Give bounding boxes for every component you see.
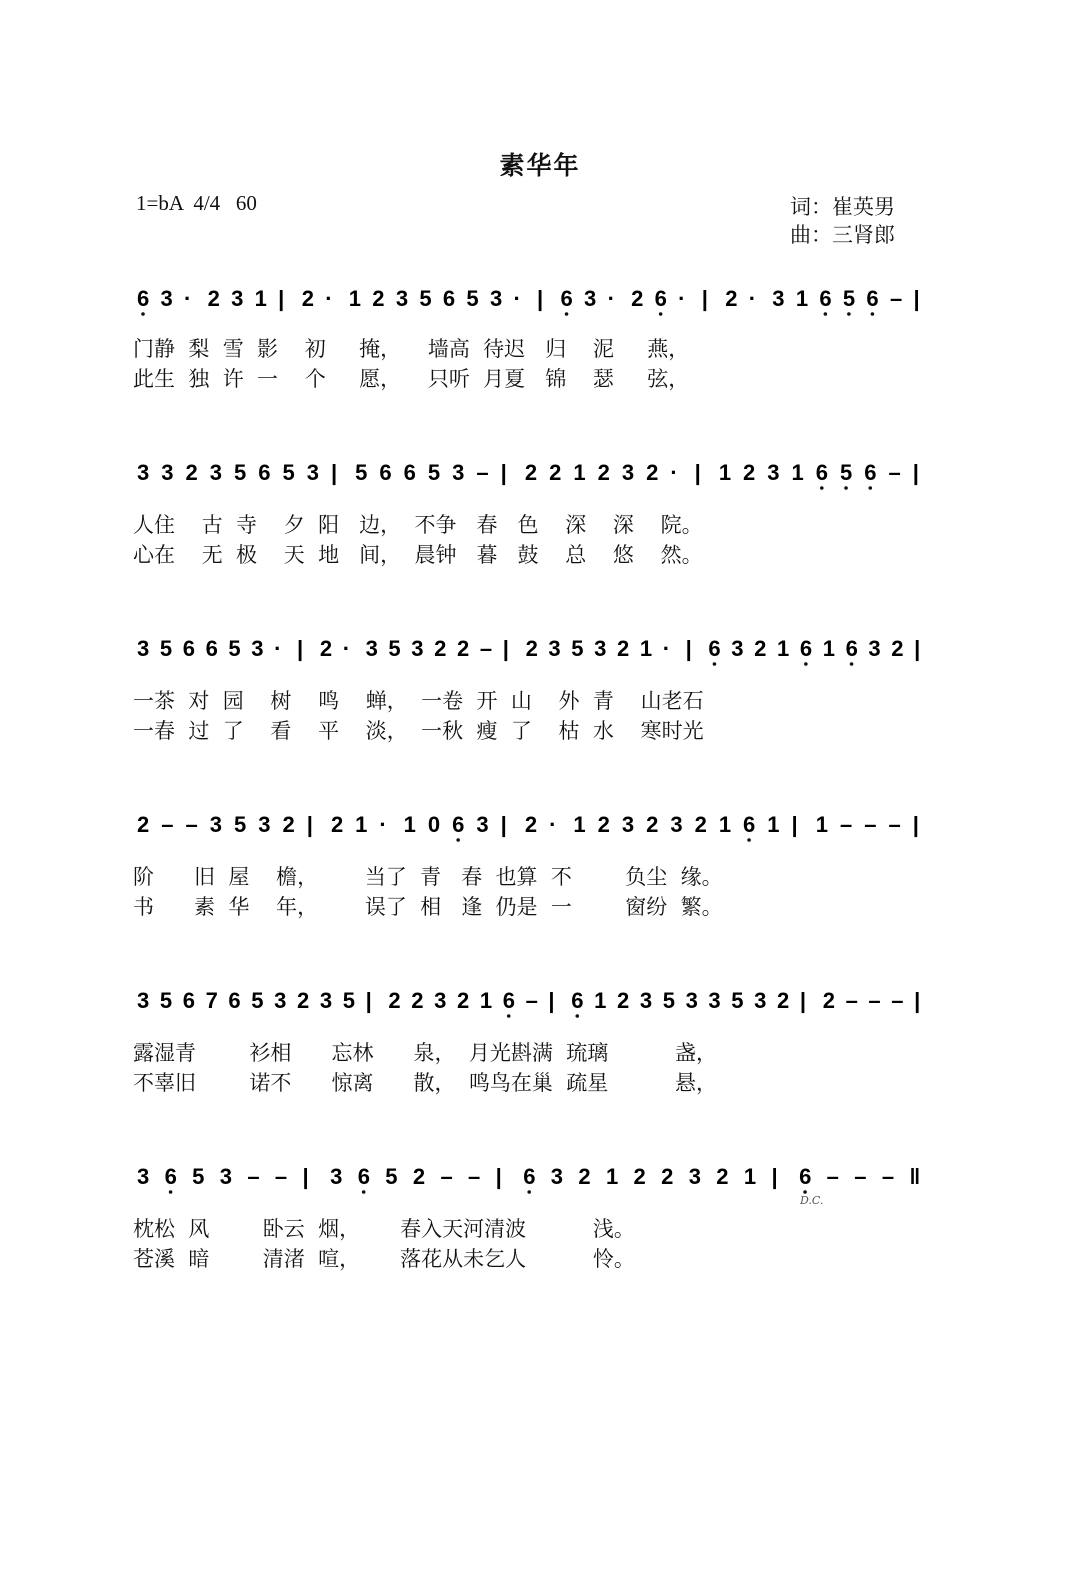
note: 3 [621,460,635,485]
barline: | [278,286,285,311]
note: 6 [815,460,829,485]
note: 6 [864,460,877,485]
note: 2 [372,286,385,311]
low-octave-dot [169,1190,173,1194]
note: 6 [137,286,150,311]
note: 2 [457,636,470,661]
note: 5 [662,988,675,1013]
note: 2 [578,1164,591,1189]
note: 1 [594,988,607,1013]
note: 0 [427,812,441,837]
note: 3 [767,460,780,485]
note: 2 [434,636,447,661]
lyric-line-1: 一茶 对 园 树 鸣 蝉， 一卷 开 山 外 青 山老石 [133,689,704,713]
note: 5 [731,988,744,1013]
note: 2 [633,1164,646,1189]
lyricist-credit: 词：崔英男 [790,195,895,219]
note: – [840,812,853,837]
note: · [607,286,615,311]
low-octave-dot [713,662,717,666]
note: 2 [207,286,220,311]
note: 6 [164,1164,177,1189]
note: 6 [403,460,416,485]
note: 5 [192,1164,205,1189]
note: 3 [489,286,503,311]
low-octave-dot [824,312,828,316]
note: – [864,812,877,837]
note: 2 [725,286,738,311]
composer-credit: 曲：三肾郎 [790,223,895,247]
note: 3 [319,988,333,1013]
key-tempo: 1=bA 4/4 60 [136,191,257,215]
barline: | [913,286,920,311]
note: · [342,636,351,661]
note: 6 [523,1164,536,1189]
note: 5 [840,460,853,485]
note: 1 [573,460,586,485]
barline: | [701,286,708,311]
note: 1 [355,812,368,837]
notation-row [133,804,933,844]
note: 2 [822,988,835,1013]
note: 3 [594,636,607,661]
note: 3 [395,286,409,311]
note: 3 [621,812,635,837]
lyric-line-2: 一春 过 了 看 平 淡， 一秋 瘦 了 枯 水 寒时光 [133,719,704,743]
note: 2 [137,812,150,837]
note: 1 [348,286,362,311]
lyric-line-2: 此生 独 许 一 个 愿， 只听 月夏 锦 瑟 弦， [133,367,690,391]
note: 5 [342,988,355,1013]
note: 5 [427,460,441,485]
notation-row [133,980,933,1020]
note: 3 [137,988,150,1013]
lyric-line-1: 人住 古 寺 夕 阳 边， 不争 春 色 深 深 院。 [133,513,703,537]
note: 6 [182,988,195,1013]
note: – [525,988,538,1013]
note: 2 [777,988,790,1013]
low-octave-dot [507,1014,511,1018]
barline: ‖ [909,1164,921,1189]
note: 3 [639,988,653,1013]
note: 3 [688,1164,701,1189]
low-octave-dot [747,838,751,842]
note: – [476,460,489,485]
barline: | [500,812,507,837]
note: 1 [777,636,790,661]
note: 3 [452,460,465,485]
note: 3 [754,988,767,1013]
note: 3 [685,988,698,1013]
note: 3 [548,636,561,661]
note: – [185,812,198,837]
low-octave-dot [820,486,824,490]
barline: | [914,988,921,1013]
notation-svg [133,1156,933,1196]
lyric-line-2: 书 素 华 年， 误了 相 逢 仍是 一 窗纷 繁。 [133,895,723,919]
note: 6 [845,636,858,661]
note: 2 [411,988,424,1013]
barline: | [771,1164,778,1189]
note: · [513,286,521,311]
note: 2 [597,812,610,837]
note: – [247,1164,260,1189]
note: – [274,1164,288,1189]
lyric-line-1: 门静 梨 雪 影 初 掩， 墙高 待迟 归 泥 燕， [133,337,690,361]
note: – [826,1164,839,1189]
note: 2 [694,812,707,837]
note: – [854,1164,867,1189]
note: 6 [799,636,813,661]
lyric-line-2: 苍溪 暗 清渚 喧， 落花从未乞人 怜。 [133,1247,635,1271]
barline: | [685,636,692,661]
note: 2 [661,1164,674,1189]
low-octave-dot [847,312,851,316]
note: 2 [617,636,630,661]
barline: | [694,460,701,485]
note: 6 [357,1164,370,1189]
note: · [670,460,678,485]
note: 6 [560,286,573,311]
note: 5 [159,988,173,1013]
notation-svg [133,804,933,844]
note: · [325,286,333,311]
note: 5 [571,636,584,661]
note: 3 [231,286,244,311]
barline: | [495,1164,502,1189]
note: 3 [731,636,744,661]
note: 2 [457,988,470,1013]
note: · [678,286,686,311]
note: 2 [631,286,644,311]
note: 2 [319,636,333,661]
note: 5 [842,286,856,311]
note: 3 [274,988,287,1013]
note: · [662,636,671,661]
note: – [891,988,904,1013]
note: 3 [868,636,881,661]
note: 3 [137,460,150,485]
note: 1 [718,460,732,485]
note: 3 [137,636,150,661]
low-octave-dot [141,312,145,316]
note: 2 [549,460,562,485]
note: 2 [282,812,295,837]
note: 1 [718,812,732,837]
note: 5 [282,460,295,485]
note: 2 [646,812,659,837]
low-octave-dot [844,486,848,490]
note: 5 [385,1164,398,1189]
note: 6 [654,286,667,311]
note: 6 [379,460,392,485]
low-octave-dot [850,662,854,666]
note: 6 [205,636,218,661]
note: 5 [251,988,264,1013]
song-title: 素华年 [499,151,581,180]
note: 3 [434,988,447,1013]
barline: | [500,460,507,485]
note: 6 [182,636,195,661]
note: – [888,460,901,485]
note: 3 [476,812,489,837]
barline: | [306,812,313,837]
note: 3 [161,460,174,485]
notation-row [133,278,933,318]
lyric-line-2: 心在 无 极 天 地 间， 晨钟 暮 鼓 总 悠 然。 [133,543,703,567]
dc-mark: D.C. [800,1194,824,1207]
note: 2 [617,988,630,1013]
note: 1 [254,286,267,311]
note: 2 [597,460,610,485]
note: · [748,286,757,311]
note: 6 [228,988,241,1013]
note: – [440,1164,453,1189]
note: – [161,812,174,837]
note: 6 [571,988,584,1013]
note: 3 [365,636,378,661]
notation-svg [133,980,933,1020]
barline: | [302,1164,309,1189]
low-octave-dot [868,486,872,490]
barline: | [365,988,372,1013]
note: 1 [822,636,835,661]
notation-svg [133,628,933,668]
note: 6 [708,636,721,661]
low-octave-dot [659,312,663,316]
note: 3 [772,286,785,311]
note: 5 [159,636,173,661]
note: 3 [160,286,173,311]
low-octave-dot [456,838,460,842]
note: 6 [866,286,879,311]
note: – [479,636,493,661]
low-octave-dot [527,1190,531,1194]
notation-row [133,628,933,668]
note: 6 [258,460,271,485]
note: 6 [452,812,465,837]
note: 1 [479,988,493,1013]
barline: | [791,812,798,837]
lyric-line-1: 露湿青 衫相 忘林 泉， 月光斟满 琉璃 盏， [133,1041,717,1065]
note: 2 [185,460,198,485]
barline: | [799,988,807,1013]
note: 1 [795,286,809,311]
barline: | [912,812,919,837]
barline: | [548,988,555,1013]
note: · [549,812,557,837]
note: 5 [388,636,401,661]
note: 5 [233,460,247,485]
note: 3 [411,636,424,661]
notation-row [133,1156,933,1196]
note: 2 [301,286,314,311]
note: 3 [251,636,264,661]
note: 2 [646,460,659,485]
note: 2 [525,636,538,661]
barline: | [537,286,544,311]
barline: | [914,636,921,661]
note: 6 [502,988,515,1013]
note: 3 [584,286,597,311]
notation-row [133,452,933,492]
barline: | [297,636,304,661]
note: 1 [639,636,653,661]
low-octave-dot [804,662,808,666]
lyric-line-2: 不辜旧 诺不 惊离 散， 鸣鸟在巢 疏星 悬， [133,1071,717,1095]
note: – [889,286,903,311]
note: 3 [137,1164,150,1189]
note: 7 [205,988,218,1013]
note: 2 [716,1164,729,1189]
barline: | [912,460,919,485]
note: 5 [355,460,368,485]
note: 1 [605,1164,619,1189]
note: 2 [330,812,344,837]
lyric-line-1: 阶 旧 屋 檐， 当了 青 春 也算 不 负尘 缘。 [133,865,723,889]
note: 6 [442,286,456,311]
note: – [888,812,901,837]
barline: | [330,460,338,485]
note: 2 [754,636,767,661]
notation-svg [133,452,933,492]
low-octave-dot [871,312,875,316]
lyric-line-1: 枕松 风 卧云 烟， 春入天河清波 浅。 [133,1217,635,1241]
note: 1 [767,812,780,837]
low-octave-dot [362,1190,366,1194]
note: 5 [419,286,432,311]
note: 6 [743,812,756,837]
note: 2 [412,1164,426,1189]
note: 2 [524,460,538,485]
note: 2 [388,988,401,1013]
low-octave-dot [565,312,569,316]
note: 3 [330,1164,343,1189]
note: 2 [297,988,310,1013]
note: – [881,1164,895,1189]
note: 2 [891,636,904,661]
note: 3 [258,812,271,837]
note: 1 [403,812,416,837]
note: 5 [466,286,479,311]
note: 3 [306,460,319,485]
note: – [868,988,881,1013]
barline: | [502,636,509,661]
note: 6 [819,286,832,311]
note: 3 [209,812,222,837]
note: 1 [815,812,829,837]
note: 3 [219,1164,233,1189]
note: 5 [228,636,241,661]
note: · [379,812,387,837]
notation-svg [133,278,933,318]
note: 2 [524,812,538,837]
note: 3 [550,1164,564,1189]
note: · [184,286,192,311]
note: 3 [708,988,721,1013]
note: – [845,988,858,1013]
note: 1 [573,812,586,837]
note: · [274,636,282,661]
note: 2 [743,460,756,485]
low-octave-dot [575,1014,579,1018]
note: – [468,1164,481,1189]
note: 1 [743,1164,757,1189]
note: 3 [670,812,683,837]
note: 6 [799,1164,812,1189]
note: 5 [233,812,247,837]
note: 1 [791,460,804,485]
note: 3 [209,460,222,485]
